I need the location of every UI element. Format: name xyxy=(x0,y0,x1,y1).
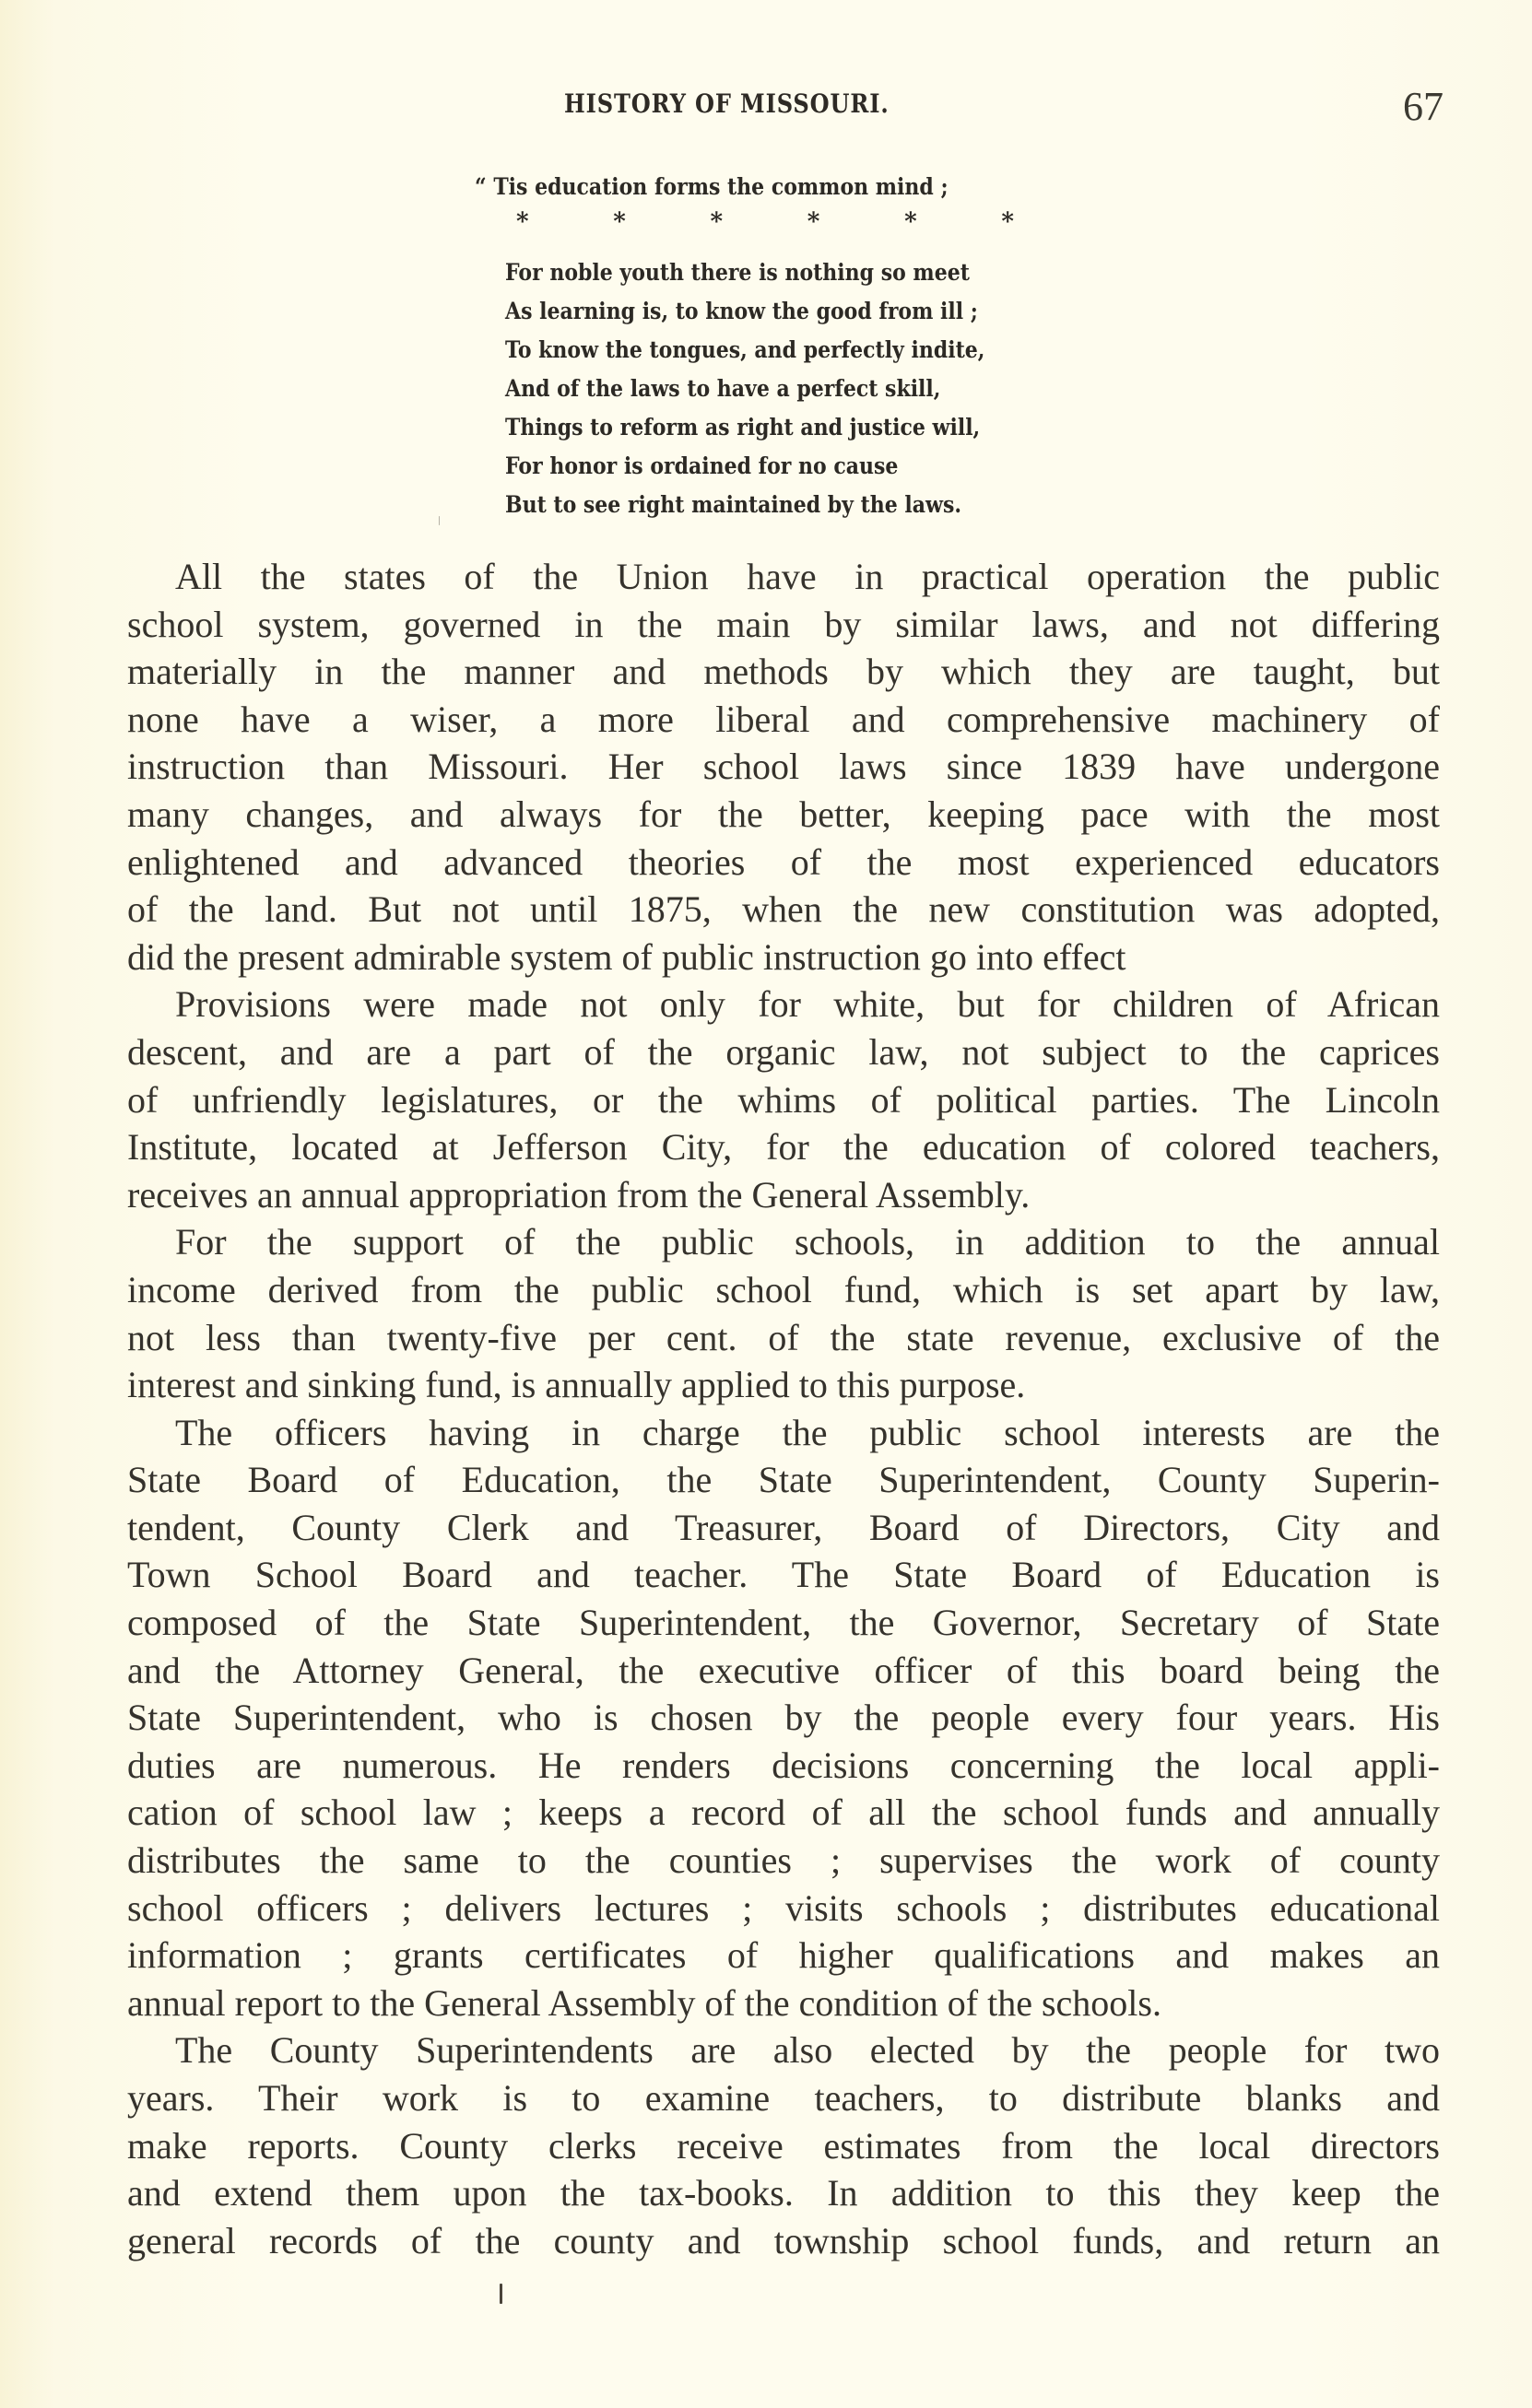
text-line: did the present admirable system of public instruction go into effect xyxy=(127,935,1126,978)
poem-line: Things to reform as right and justice will, xyxy=(505,414,981,440)
text-line: interest and sinking fund, is annually applied to this purpose. xyxy=(127,1364,1026,1406)
text-line: composed of the State Superintendent, the Governor, Secretary of State xyxy=(127,1602,1440,1644)
paragraph-5 xyxy=(127,2026,1440,2264)
text-line: income derived from the public school fund, which is set apart by law, xyxy=(127,1268,1440,1310)
asterisk-icon: * xyxy=(613,208,626,236)
text-line: cation of school law ; keeps a record of all the school funds and annually xyxy=(127,1791,1440,1834)
text-line: State Superintendent, who is chosen by the people every four years. His xyxy=(127,1697,1440,1739)
text-line: The County Superintendents are also elected by the people for two xyxy=(175,2029,1440,2072)
text-line: school officers ; delivers lectures ; visits schools ; distributes educational xyxy=(127,1886,1440,1929)
text-line: years. Their work is to examine teachers, to distribute blanks and xyxy=(127,2077,1440,2119)
running-header: HISTORY OF MISSOURI. xyxy=(564,88,890,119)
poem-line: For noble youth there is nothing so meet xyxy=(505,259,970,286)
asterisk-icon: * xyxy=(904,208,917,236)
text-line: school system, governed in the main by similar laws, and not differing xyxy=(127,603,1440,645)
text-line: of the land. But not until 1875, when the new constitution was adopted, xyxy=(127,888,1440,931)
text-line: many changes, and always for the better, keeping pace with the most xyxy=(127,793,1440,835)
text-line: instruction than Missouri. Her school laws since 1839 have undergone xyxy=(127,746,1440,788)
text-line: and extend them upon the tax-books. In addition to this they keep the xyxy=(127,2172,1440,2214)
page-number: 67 xyxy=(1403,84,1444,129)
body-text xyxy=(127,553,1440,2264)
asterisk-icon: * xyxy=(1001,208,1014,236)
text-line: general records of the county and township school funds, and return an xyxy=(127,2219,1440,2261)
text-line: State Board of Education, the State Superintendent, County Superin- xyxy=(127,1459,1440,1501)
text-line: not less than twenty-five per cent. of the state revenue, exclusive of the xyxy=(127,1316,1440,1358)
paragraph-4 xyxy=(127,1409,1440,2027)
text-line: The officers having in charge the public school interests are the xyxy=(175,1411,1440,1453)
text-line: annual report to the General Assembly of the condition of the schools. xyxy=(127,1981,1161,2024)
text-line: none have a wiser, a more liberal and comprehensive machinery of xyxy=(127,698,1440,740)
text-line: For the support of the public schools, in addition to the annual xyxy=(175,1221,1440,1263)
poem-line: And of the laws to have a perfect skill, xyxy=(505,375,941,402)
text-line: distributes the same to the counties ; supervises the work of county xyxy=(127,1839,1440,1882)
poem-line: To know the tongues, and perfectly indite, xyxy=(505,336,985,363)
paragraph-1 xyxy=(127,553,1440,981)
text-line: All the states of the Union have in practical operation the public xyxy=(175,556,1440,597)
text-line: descent, and are a part of the organic law, not subject to the caprices xyxy=(127,1030,1440,1073)
ink-speck xyxy=(500,2284,502,2304)
text-line: and the Attorney General, the executive officer of this board being the xyxy=(127,1649,1440,1691)
text-line: enlightened and advanced theories of the most experienced educators xyxy=(127,840,1440,883)
paragraph-3 xyxy=(127,1218,1440,1408)
asterisk-icon: * xyxy=(516,208,529,236)
text-line: Town School Board and teacher. The State Board of Education is xyxy=(127,1554,1440,1596)
ink-speck xyxy=(439,516,440,525)
asterisk-icon: * xyxy=(807,208,820,236)
poem-line: But to see right maintained by the laws. xyxy=(505,491,962,518)
text-line: Institute, located at Jefferson City, for the education of colored teachers, xyxy=(127,1126,1440,1169)
asterisk-icon: * xyxy=(710,208,724,236)
poem-line: For honor is ordained for no cause xyxy=(505,452,899,479)
text-line: receives an annual appropriation from the General Assembly. xyxy=(127,1173,1031,1216)
paragraph-2 xyxy=(127,981,1440,1218)
text-line: tendent, County Clerk and Treasurer, Board of Directors, City and xyxy=(127,1506,1440,1548)
text-line: Provisions were made not only for white, but for children of African xyxy=(175,983,1440,1026)
text-line: materially in the manner and methods by which they are taught, but xyxy=(127,651,1440,693)
text-line: of unfriendly legislatures, or the whims of political parties. The Lincoln xyxy=(127,1078,1440,1121)
poem-ellipsis-asterisks xyxy=(516,208,1014,236)
text-line: make reports. County clerks receive estimates from the local directors xyxy=(127,2124,1440,2167)
text-line: duties are numerous. He renders decisions concerning the local appli- xyxy=(127,1744,1440,1786)
poem-opening-line: “ Tis education forms the common mind ; xyxy=(475,173,949,200)
text-line: information ; grants certificates of higher qualifications and makes an xyxy=(127,1934,1440,1977)
poem-line: As learning is, to know the good from ill ; xyxy=(505,298,978,324)
